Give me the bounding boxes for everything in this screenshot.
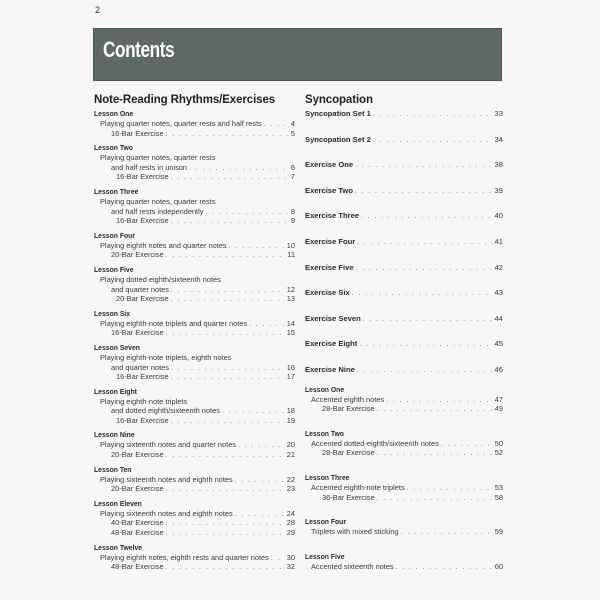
- entry-text: 48-Bar Exercise: [111, 562, 164, 572]
- entry-text: 48-Bar Exercise: [111, 528, 164, 538]
- entry-text: Exercise Eight: [305, 339, 358, 349]
- section-title-syncopation: Syncopation: [305, 94, 373, 106]
- toc-lesson: [305, 552, 503, 572]
- toc-lesson: [305, 517, 503, 537]
- toc-entry[interactable]: [94, 153, 295, 163]
- dot-leader: [407, 484, 493, 494]
- dot-leader: [171, 173, 289, 183]
- page-ref: 15: [286, 328, 295, 338]
- dot-leader: [166, 529, 285, 539]
- toc-entry[interactable]: [305, 395, 503, 405]
- entry-text: Playing quarter notes, quarter rests and half rests: [100, 119, 262, 128]
- entry-text: and dotted eighth/sixteenth notes: [111, 406, 220, 416]
- toc-entry[interactable]: [94, 275, 295, 285]
- lesson-title: Lesson Two: [305, 428, 344, 438]
- dot-leader: [377, 449, 493, 459]
- toc-entry[interactable]: [94, 509, 295, 519]
- entry-text: Playing eighth-note triplets: [100, 396, 188, 406]
- dot-leader: [171, 417, 285, 427]
- page-ref: 8: [290, 206, 295, 216]
- toc-entry[interactable]: [305, 493, 503, 503]
- page-ref: 30: [286, 552, 295, 562]
- toc-lesson: [94, 387, 295, 426]
- entry-text: Playing eighth notes and quarter notes: [100, 240, 227, 250]
- dot-leader: [355, 187, 493, 197]
- entry-text: 16-Bar Exercise: [116, 172, 169, 182]
- page-ref: 21: [286, 450, 295, 460]
- entry-text: Exercise Seven: [305, 313, 361, 323]
- entry-text: 20-Bar Exercise: [111, 450, 164, 460]
- toc-entry[interactable]: [94, 440, 295, 450]
- entry-text: and quarter notes: [111, 284, 169, 294]
- page-ref: 39: [494, 185, 503, 195]
- entry-text: 16-Bar Exercise: [116, 415, 169, 425]
- toc-lesson: [94, 543, 295, 572]
- entry-text: 28-Bar Exercise: [322, 404, 375, 414]
- toc-entry[interactable]: [94, 475, 295, 485]
- lesson-title: Lesson Four: [94, 230, 136, 240]
- page-ref: 52: [494, 448, 503, 458]
- page-ref: 29: [286, 528, 295, 538]
- page-ref: 7: [290, 172, 295, 182]
- dot-leader: [166, 451, 285, 461]
- toc-entry[interactable]: [94, 119, 295, 129]
- entry-text: 20-Bar Exercise: [111, 250, 164, 260]
- page-ref: 22: [286, 474, 295, 484]
- entry-text: 16-Bar Exercise: [111, 328, 164, 338]
- toc-lesson: [305, 429, 503, 458]
- section-title-note-reading: Note-Reading Rhythms/Exercises: [94, 94, 276, 106]
- dot-leader: [166, 485, 285, 495]
- page-ref: 59: [494, 527, 503, 537]
- page-ref: 6: [290, 162, 295, 172]
- toc-lesson: [94, 309, 295, 338]
- page-ref: 16: [286, 362, 295, 372]
- syncopation-item-list: [305, 109, 503, 391]
- dot-leader: [171, 286, 285, 296]
- toc-entry[interactable]: [305, 448, 503, 458]
- lesson-title: Lesson Eight: [94, 386, 137, 396]
- dot-leader: [357, 238, 492, 248]
- entry-text: 16-Bar Exercise: [111, 128, 164, 138]
- left-column: [94, 94, 295, 577]
- dot-leader: [355, 161, 492, 171]
- dot-leader: [166, 251, 286, 261]
- toc-entry[interactable]: [94, 553, 295, 563]
- dot-leader: [166, 329, 285, 339]
- page-ref: 9: [290, 216, 295, 226]
- toc-entry[interactable]: [305, 237, 503, 263]
- right-column: [305, 94, 503, 586]
- lesson-title: Lesson Two: [94, 143, 133, 153]
- page-ref: 42: [494, 262, 503, 272]
- contents-header-bar: [93, 28, 502, 81]
- page-ref: 40: [494, 211, 503, 221]
- toc-entry[interactable]: [305, 211, 503, 237]
- entry-text: Playing eighth-note triplets, eighth notes: [100, 352, 232, 362]
- toc-entry[interactable]: [94, 241, 295, 251]
- page-ref: 43: [494, 288, 503, 298]
- entry-text: and half rests in unison: [111, 162, 188, 172]
- toc-lesson: [94, 231, 295, 260]
- entry-text: 40-Bar Exercise: [111, 518, 164, 528]
- dot-leader: [361, 212, 493, 222]
- dot-leader: [363, 315, 493, 325]
- dot-leader: [238, 441, 285, 451]
- entry-text: and quarter notes: [111, 362, 169, 372]
- toc-lesson: [94, 143, 295, 182]
- entry-text: and half rests independently: [111, 206, 204, 216]
- toc-entry[interactable]: [305, 186, 503, 212]
- toc-entry[interactable]: [94, 450, 295, 460]
- page-ref: 13: [286, 294, 295, 304]
- entry-text: 20-Bar Exercise: [111, 484, 164, 494]
- toc-entry[interactable]: [94, 328, 295, 338]
- entry-text: Exercise One: [305, 160, 354, 170]
- toc-entry[interactable]: [94, 207, 295, 217]
- dot-leader: [373, 110, 493, 120]
- lesson-title: Lesson Five: [94, 264, 134, 274]
- dot-leader: [357, 366, 493, 376]
- page-ref: 60: [494, 561, 503, 571]
- dot-leader: [189, 164, 289, 174]
- page-ref: 20: [286, 440, 295, 450]
- entry-text: 36-Bar Exercise: [322, 492, 375, 502]
- toc-entry[interactable]: [94, 406, 295, 416]
- entry-text: Accented dotted-eighth/sixteenth notes: [311, 438, 439, 448]
- lesson-title: Lesson Three: [305, 472, 350, 482]
- toc-entry[interactable]: [305, 135, 503, 161]
- dot-leader: [166, 519, 285, 529]
- entry-text: Exercise Two: [305, 185, 353, 195]
- page-number: 2: [95, 5, 101, 15]
- toc-lesson: [94, 430, 295, 459]
- entry-text: Playing quarter notes, quarter rests: [100, 196, 216, 206]
- dot-leader: [171, 373, 285, 383]
- toc-entry[interactable]: [305, 404, 503, 414]
- entry-text: 20-Bar Exercise: [116, 294, 169, 304]
- left-lesson-list: [94, 109, 295, 572]
- entry-text: Exercise Three: [305, 211, 360, 221]
- toc-entry[interactable]: [94, 484, 295, 494]
- toc-entry[interactable]: [94, 353, 295, 363]
- dot-leader: [229, 242, 285, 252]
- toc-entry[interactable]: [305, 263, 503, 289]
- page-ref: 4: [290, 119, 295, 128]
- dot-leader: [205, 208, 288, 218]
- page-ref: 45: [494, 339, 503, 349]
- dot-leader: [222, 407, 285, 417]
- lesson-title: Lesson Seven: [94, 342, 140, 352]
- page-ref: 44: [494, 313, 503, 323]
- dot-leader: [401, 528, 493, 538]
- entry-text: Playing eighth-note triplets and quarter notes: [100, 318, 248, 328]
- page-ref: 41: [494, 236, 503, 246]
- toc-lesson: [94, 187, 295, 226]
- entry-text: 28-Bar Exercise: [322, 448, 375, 458]
- entry-text: Syncopation Set 1: [305, 109, 371, 118]
- dot-leader: [377, 405, 493, 415]
- toc-entry[interactable]: [94, 294, 295, 304]
- toc-entry[interactable]: [305, 483, 503, 493]
- toc-lesson: [94, 343, 295, 382]
- toc-entry[interactable]: [94, 528, 295, 538]
- entry-text: Playing sixteenth notes and eighth notes: [100, 508, 233, 518]
- dot-leader: [171, 295, 285, 305]
- entry-text: Exercise Four: [305, 236, 356, 246]
- dot-leader: [171, 364, 285, 374]
- toc-entry[interactable]: [94, 416, 295, 426]
- entry-text: Exercise Nine: [305, 364, 355, 374]
- page-ref: 32: [286, 562, 295, 572]
- dot-leader: [166, 130, 289, 140]
- entry-text: Triplets with mixed sticking: [311, 527, 399, 537]
- page-ref: 12: [286, 284, 295, 294]
- dot-leader: [359, 340, 492, 350]
- toc-entry[interactable]: [305, 439, 503, 449]
- toc-entry[interactable]: [94, 197, 295, 207]
- lesson-title: Lesson Three: [94, 186, 139, 196]
- page-ref: 47: [494, 394, 503, 404]
- toc-lesson: [94, 465, 295, 494]
- entry-text: Exercise Five: [305, 262, 354, 272]
- dot-leader: [271, 554, 285, 564]
- page-ref: 53: [494, 482, 503, 492]
- lesson-title: Lesson Nine: [94, 430, 135, 440]
- entry-text: Accented eighth notes: [311, 394, 385, 404]
- toc-entry[interactable]: [94, 562, 295, 572]
- dot-leader: [264, 120, 289, 130]
- lesson-title: Lesson One: [94, 109, 134, 118]
- dot-leader: [441, 440, 493, 450]
- dot-leader: [396, 563, 493, 573]
- dot-leader: [386, 396, 493, 406]
- dot-leader: [171, 217, 289, 227]
- page-ref: 5: [290, 128, 295, 138]
- toc-entry[interactable]: [94, 363, 295, 373]
- lesson-title: Lesson Four: [305, 517, 347, 527]
- entry-text: Accented sixteenth notes: [311, 561, 394, 571]
- toc-lesson: [94, 109, 295, 138]
- page-ref: 38: [494, 160, 503, 170]
- dot-leader: [235, 476, 285, 486]
- toc-entry[interactable]: [94, 172, 295, 182]
- lesson-title: Lesson Ten: [94, 464, 132, 474]
- entry-text: Playing dotted eighth/sixteenth notes: [100, 274, 221, 284]
- toc-entry[interactable]: [305, 339, 503, 365]
- page-ref: 17: [286, 372, 295, 382]
- toc-entry[interactable]: [305, 109, 503, 135]
- entry-text: 16-Bar Exercise: [116, 372, 169, 382]
- entry-text: Playing quarter notes, quarter rests: [100, 153, 216, 163]
- entry-text: Accented eighth-note triplets: [311, 482, 405, 492]
- entry-text: Playing sixteenth notes and quarter notes: [100, 440, 236, 450]
- entry-text: Playing sixteenth notes and eighth notes: [100, 474, 233, 484]
- page-ref: 18: [286, 406, 295, 416]
- toc-lesson: [305, 385, 503, 414]
- toc-entry[interactable]: [94, 285, 295, 295]
- page-ref: 33: [494, 109, 503, 118]
- toc-entry[interactable]: [94, 518, 295, 528]
- toc-entry[interactable]: [305, 562, 503, 572]
- toc-entry[interactable]: [94, 397, 295, 407]
- toc-lesson: [305, 473, 503, 502]
- page-ref: 49: [494, 404, 503, 414]
- toc-entry[interactable]: [94, 372, 295, 382]
- entry-text: Playing eighth notes, eighth rests and quarter notes: [100, 552, 269, 562]
- dot-leader: [356, 264, 493, 274]
- page-ref: 46: [494, 364, 503, 374]
- toc-entry[interactable]: [94, 163, 295, 173]
- lesson-title: Lesson Twelve: [94, 542, 143, 552]
- dot-leader: [373, 136, 493, 146]
- page-ref: 11: [287, 250, 295, 260]
- dot-leader: [352, 289, 493, 299]
- right-lesson-list: [305, 385, 503, 572]
- lesson-title: Lesson Six: [94, 308, 131, 318]
- page-ref: 19: [286, 415, 295, 425]
- entry-text: Syncopation Set 2: [305, 134, 371, 144]
- toc-entry[interactable]: [94, 250, 295, 260]
- toc-entry[interactable]: [305, 314, 503, 340]
- toc-entry[interactable]: [305, 527, 503, 537]
- toc-entry[interactable]: [94, 129, 295, 139]
- toc-entry[interactable]: [94, 216, 295, 226]
- lesson-title: Lesson Five: [305, 551, 345, 561]
- toc-entry[interactable]: [305, 288, 503, 314]
- lesson-title: Lesson One: [305, 384, 345, 394]
- page-ref: 50: [494, 438, 503, 448]
- page-ref: 14: [286, 318, 295, 328]
- toc-entry[interactable]: [305, 160, 503, 186]
- toc-lesson: [94, 499, 295, 538]
- page-ref: 10: [286, 240, 295, 250]
- entry-text: Exercise Six: [305, 288, 350, 298]
- toc-lesson: [94, 265, 295, 304]
- page-ref: 58: [494, 492, 503, 502]
- page-ref: 23: [286, 484, 295, 494]
- page-ref: 28: [286, 518, 295, 528]
- page-title: Contents: [103, 37, 175, 62]
- page-ref: 34: [494, 134, 503, 144]
- dot-leader: [249, 320, 285, 330]
- lesson-title: Lesson Eleven: [94, 498, 142, 508]
- dot-leader: [235, 510, 285, 520]
- page-ref: 24: [286, 508, 295, 518]
- toc-entry[interactable]: [94, 319, 295, 329]
- dot-leader: [166, 563, 285, 573]
- dot-leader: [377, 494, 493, 504]
- entry-text: 16-Bar Exercise: [116, 216, 169, 226]
